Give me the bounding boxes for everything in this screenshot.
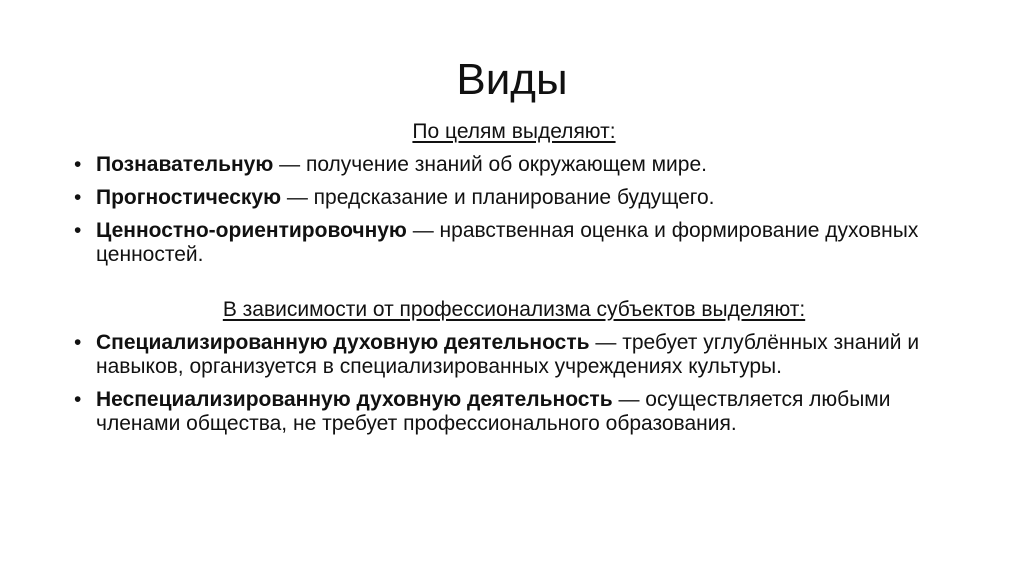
list-item-desc: — получение знаний об окружающем мире. (273, 153, 707, 176)
list-item (74, 153, 954, 177)
list-item (74, 186, 954, 210)
bullet-icon: • (74, 331, 82, 354)
list-item-desc: — требует углублённых знаний и навыков, организуется в специализированных учреждениях культуры. (96, 331, 920, 378)
list-item-desc: — нравственная оценка и формирование духовных ценностей. (96, 219, 919, 266)
list-item-term: Ценностно-ориентировочную (96, 219, 407, 242)
bullet-icon: • (74, 186, 82, 209)
list-item (74, 331, 954, 379)
professionalism-list (74, 331, 954, 436)
list-item-desc: — предсказание и планирование будущего. (281, 186, 715, 209)
section-heading-goals: По целям выделяют: (412, 120, 616, 143)
goals-list (74, 153, 954, 267)
slide-title: Виды (456, 55, 568, 104)
section-heading-professionalism: В зависимости от профессионализма субъектов выделяют: (222, 298, 806, 321)
slide-body (74, 120, 954, 445)
list-item-desc: — осуществляется любыми членами общества, не требует профессионального образования. (96, 388, 891, 435)
list-item-term: Неспециализированную духовную деятельность (96, 388, 613, 411)
list-item-term: Прогностическую (96, 186, 282, 209)
bullet-icon: • (74, 219, 82, 242)
bullet-icon: • (74, 388, 82, 411)
list-item (74, 219, 954, 267)
list-item (74, 388, 954, 436)
list-item-term: Специализированную духовную деятельность (96, 331, 590, 354)
list-item-term: Познавательную (96, 153, 274, 176)
bullet-icon: • (74, 153, 82, 176)
